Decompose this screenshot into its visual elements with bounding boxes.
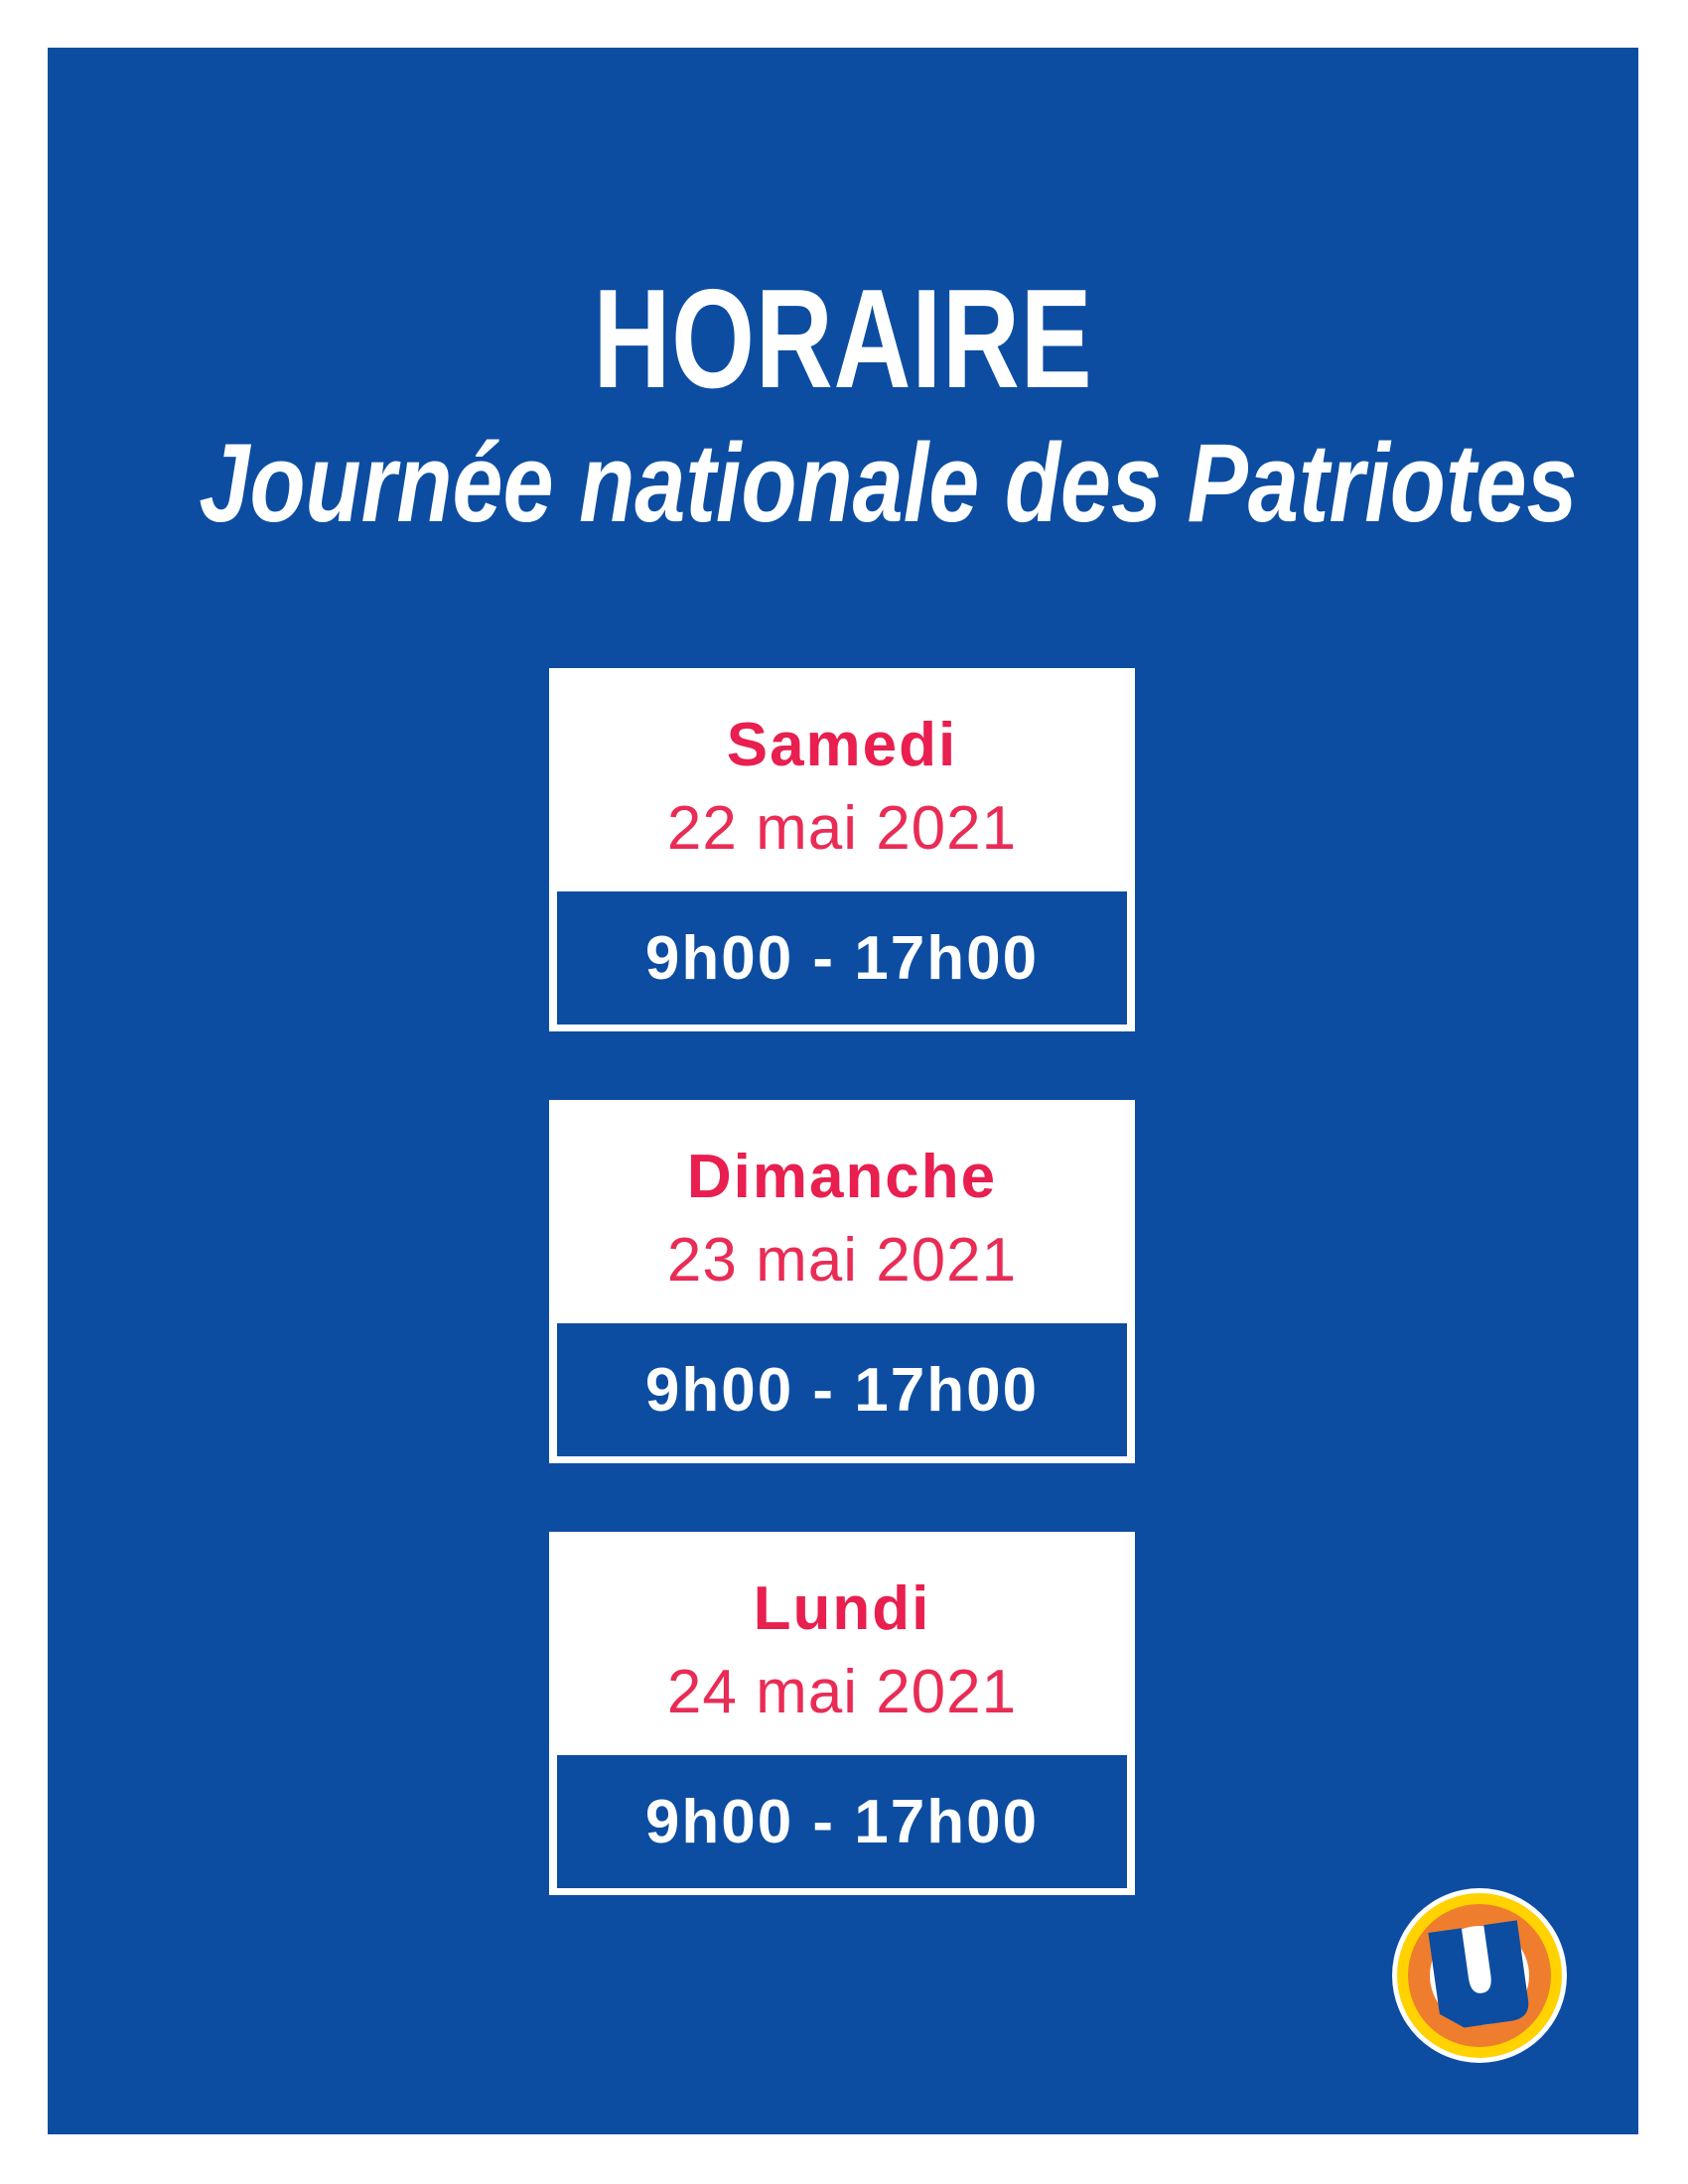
day-name: Lundi bbox=[753, 1574, 931, 1643]
blue-panel bbox=[48, 48, 1638, 2134]
logo-u-icon bbox=[1426, 1918, 1533, 2033]
hours-bar bbox=[557, 891, 1127, 1024]
hours-text: 9h00 - 17h00 bbox=[644, 923, 1040, 993]
uniprix-logo bbox=[1392, 1888, 1567, 2063]
day-date: 24 mai 2021 bbox=[666, 1658, 1018, 1726]
poster-subtitle-text: Journée nationale des Patriotes bbox=[199, 421, 1578, 545]
poster-subtitle bbox=[48, 417, 1638, 550]
day-date: 23 mai 2021 bbox=[666, 1226, 1018, 1295]
schedule-card-lundi bbox=[549, 1532, 1135, 1895]
hours-bar bbox=[557, 1323, 1127, 1456]
hours-text: 9h00 - 17h00 bbox=[644, 1787, 1040, 1856]
hours-text: 9h00 - 17h00 bbox=[644, 1355, 1040, 1425]
day-name: Dimanche bbox=[686, 1143, 998, 1211]
poster-title bbox=[48, 258, 1638, 420]
day-name: Samedi bbox=[726, 711, 958, 779]
schedule-card-samedi bbox=[549, 668, 1135, 1031]
poster-title-text: HORAIRE bbox=[593, 260, 1093, 418]
schedule-card-dimanche bbox=[549, 1100, 1135, 1463]
day-date: 22 mai 2021 bbox=[666, 794, 1018, 863]
hours-bar bbox=[557, 1755, 1127, 1888]
